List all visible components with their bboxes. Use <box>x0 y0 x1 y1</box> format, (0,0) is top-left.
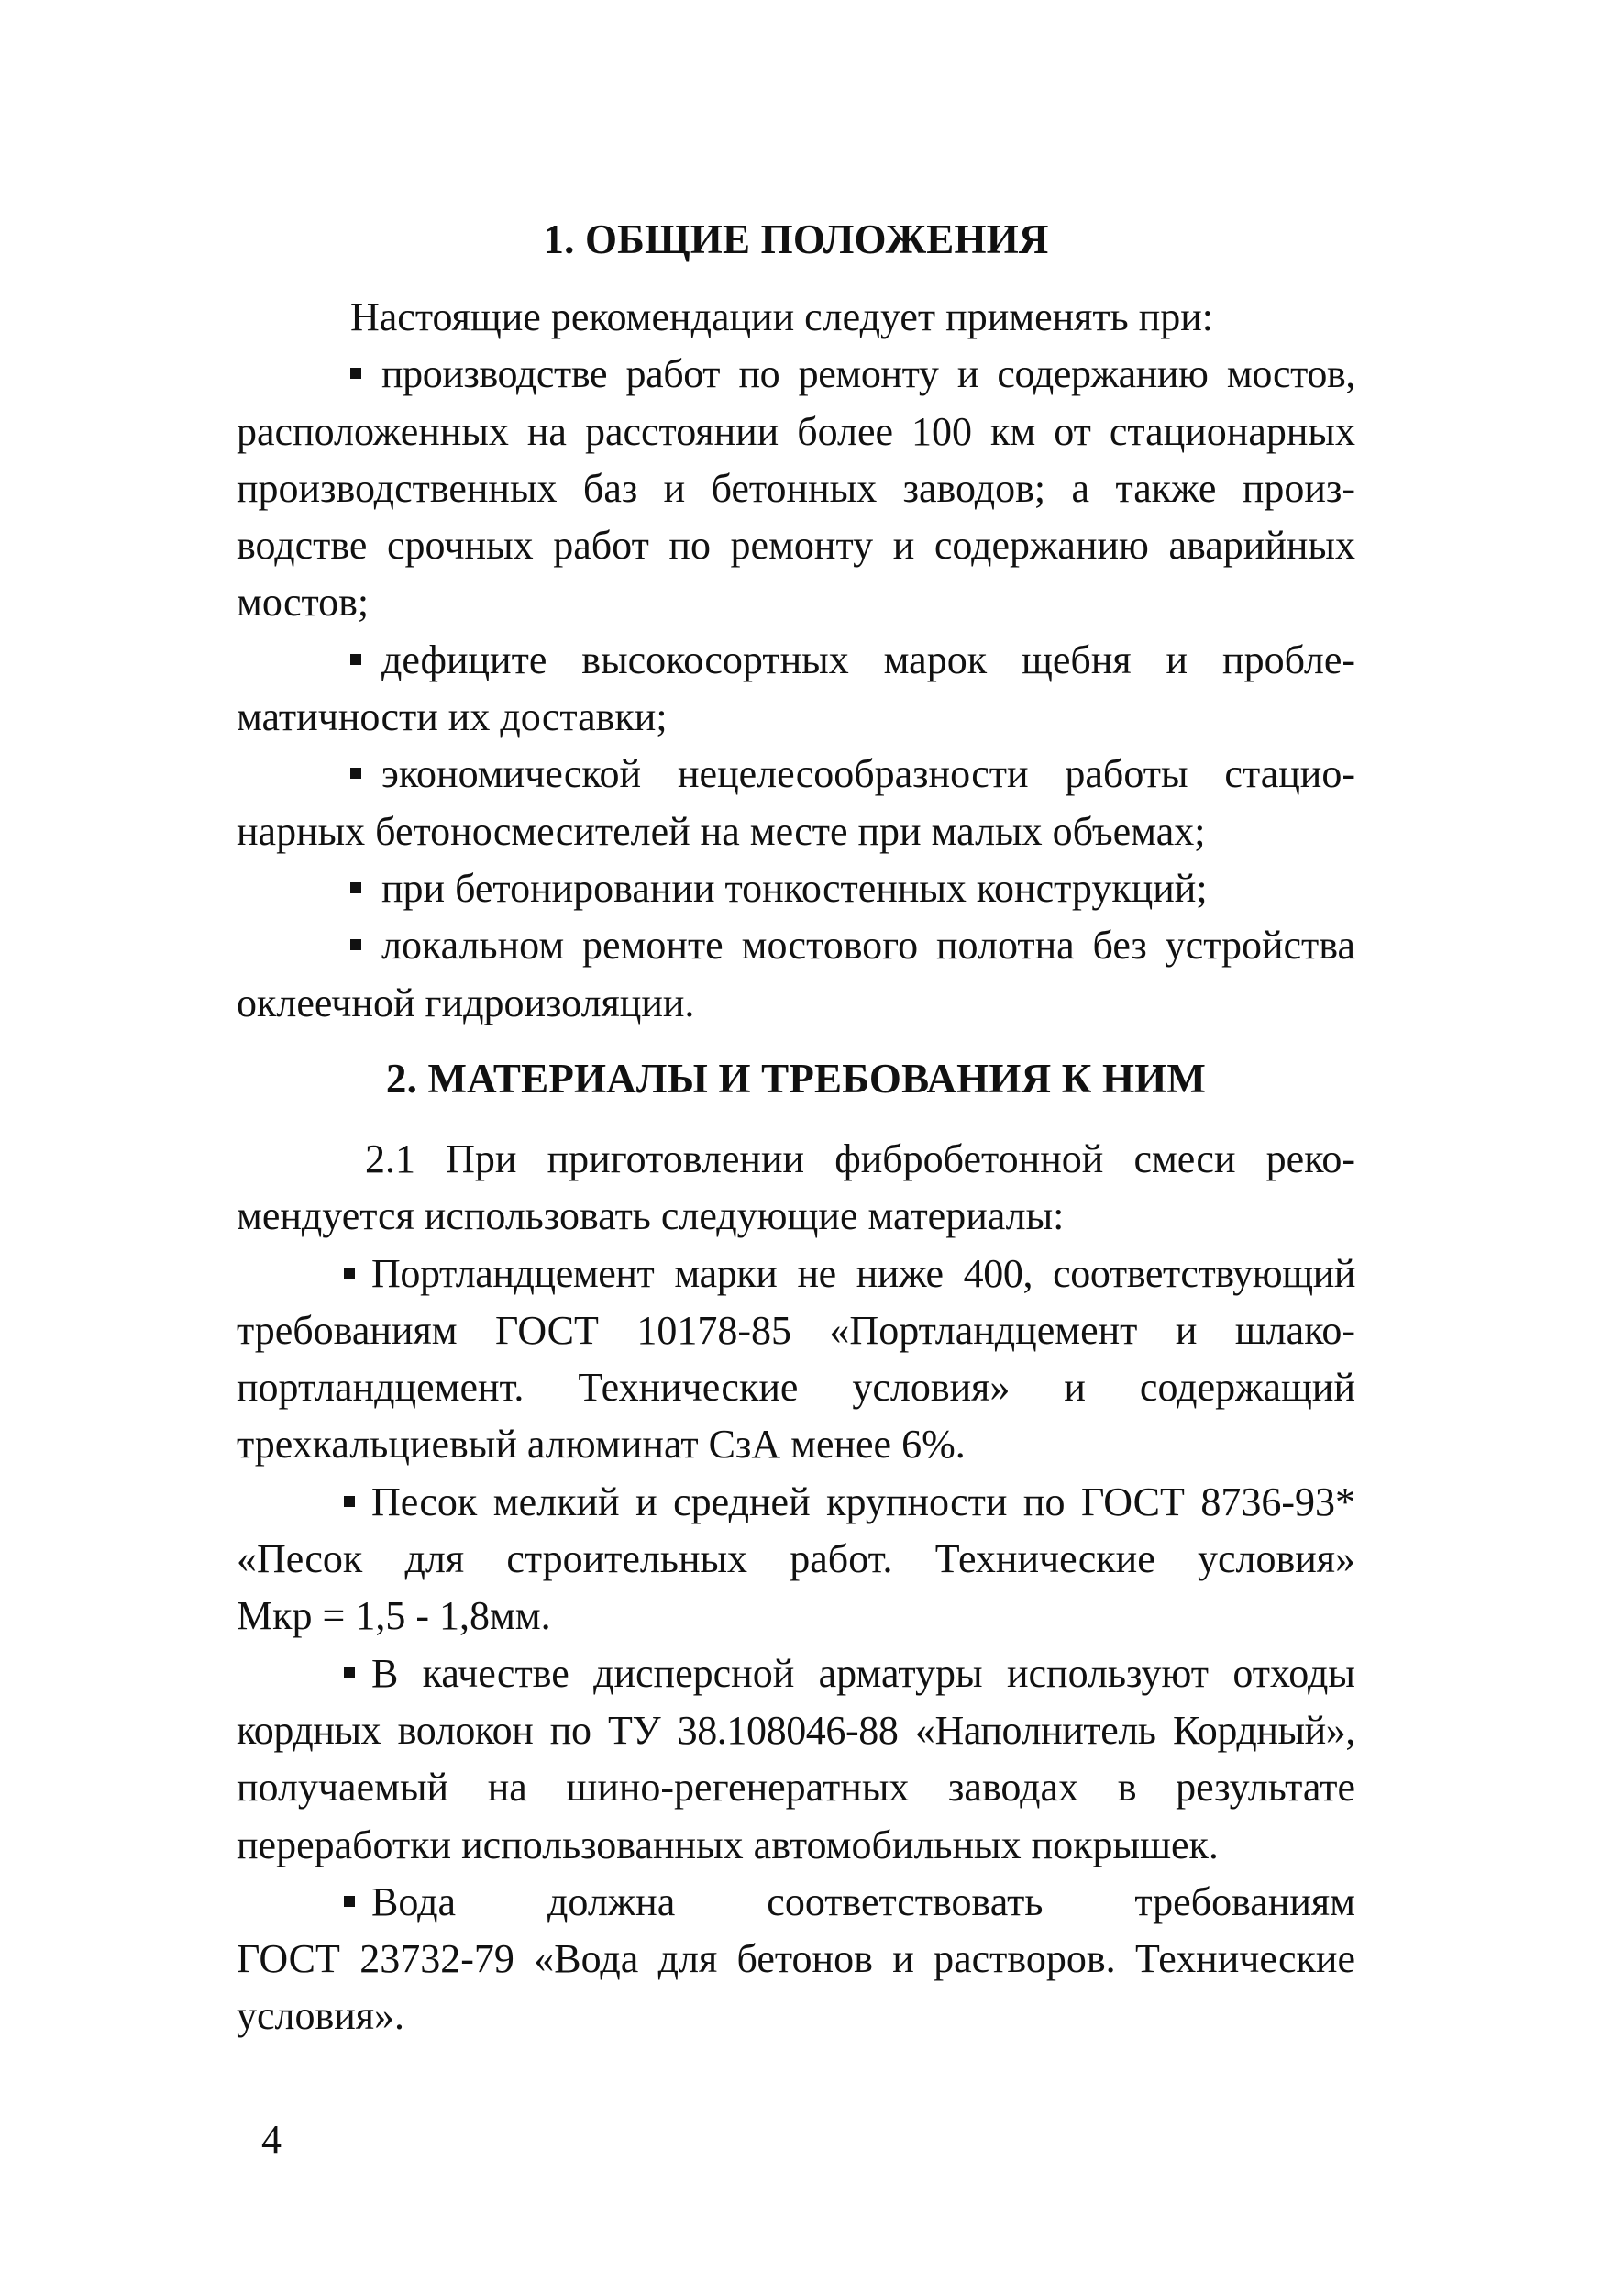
bullet-icon <box>350 368 361 379</box>
text-line <box>237 1645 1355 1702</box>
text-line: мендуется использовать следующие материалы: <box>237 1193 1065 1239</box>
bullet-icon <box>344 1268 355 1279</box>
section-body <box>237 1131 1355 2045</box>
section-title: 2. МАТЕРИАЛЫ И ТРЕБОВАНИЯ К НИМ <box>385 1056 1207 1102</box>
text-line: получаемый на шино-регенератных заводах в результате <box>237 1765 1355 1811</box>
text-line: переработки использованных автомобильных покрышек. <box>237 1822 1219 1867</box>
line-text: Портландцемент марки не ниже 400, соответствующий <box>371 1250 1355 1296</box>
page-number: 4 <box>261 2117 282 2162</box>
line-text: производстве работ по ремонту и содержанию мостов, <box>381 351 1355 397</box>
bullet-icon <box>350 939 361 950</box>
text-line: мостов; <box>237 580 370 626</box>
text-line: требованиям ГОСТ 10178-85 «Портландцемент и шлако- <box>237 1307 1355 1353</box>
bullet-icon <box>344 1896 355 1907</box>
list-item <box>237 1645 1355 1874</box>
text-line <box>237 1246 1355 1302</box>
text-line <box>237 632 1355 689</box>
text-line: «Песок для строительных работ. Технические условия» <box>237 1536 1355 1582</box>
text-line: оклеечной гидроизоляции. <box>237 980 695 1025</box>
text-line: производственных баз и бетонных заводов; а также произ- <box>237 465 1355 511</box>
text-line: трехкальциевый алюминат СзА менее 6%. <box>237 1422 966 1468</box>
section-title: 1. ОБЩИЕ ПОЛОЖЕНИЯ <box>543 216 1049 262</box>
text-line <box>237 1474 1355 1531</box>
bullet-icon <box>344 1496 355 1507</box>
list-item <box>237 346 1355 631</box>
list-item <box>237 1474 1355 1645</box>
list-item <box>237 1246 1355 1474</box>
text-line <box>237 1874 1355 1931</box>
text-line: условия». <box>237 1993 405 2039</box>
list-item <box>237 917 1355 1032</box>
line-text: В качестве дисперсной арматуры используют отходы <box>371 1650 1355 1696</box>
text-line: кордных волокон по ТУ 38.108046-88 «Наполнитель Кордный», <box>237 1707 1355 1753</box>
bullet-icon <box>350 882 361 893</box>
line-text: при бетонировании тонкостенных конструкций; <box>381 865 1208 911</box>
text-line: портландцемент. Технические условия» и содержащий <box>237 1365 1355 1411</box>
section-body <box>237 289 1355 1032</box>
text-line: 2.1 При приготовлении фибробетонной смеси реко- <box>365 1136 1355 1181</box>
line-text: дефиците высокосортных марок щебня и пробле- <box>381 637 1355 682</box>
text-line: ГОСТ 23732-79 «Вода для бетонов и растворов. Технические <box>237 1936 1355 1982</box>
bullet-icon <box>350 768 361 779</box>
list-item <box>237 632 1355 747</box>
line-text: экономической нецелесообразности работы стацио- <box>381 751 1355 797</box>
line-text: Песок мелкий и средней крупности по ГОСТ 8736-93* <box>371 1479 1355 1524</box>
text-line: матичности их доставки; <box>237 694 668 740</box>
line-text: Вода должна соответствовать требованиям <box>371 1878 1355 1924</box>
list-item <box>237 746 1355 860</box>
bullet-icon <box>344 1667 355 1678</box>
line-text: локальном ремонте мостового полотна без устройства <box>381 923 1355 969</box>
paragraph <box>237 1131 1355 1246</box>
intro-line: Настоящие рекомендации следует применять при: <box>350 294 1214 339</box>
text-line <box>237 917 1355 974</box>
text-line: нарных бетоносмесителей на месте при малых объемах; <box>237 808 1206 854</box>
text-line: Мкр = 1,5 - 1,8мм. <box>237 1593 551 1639</box>
text-line: расположенных на расстоянии более 100 км от стационарных <box>237 408 1355 454</box>
text-line <box>237 346 1355 403</box>
list-item <box>237 1874 1355 2045</box>
bullet-icon <box>350 654 361 665</box>
text-line: водстве срочных работ по ремонту и содержанию аварийных <box>237 523 1355 569</box>
list-item <box>237 860 1355 917</box>
text-line <box>237 860 1355 917</box>
text-line <box>237 746 1355 803</box>
